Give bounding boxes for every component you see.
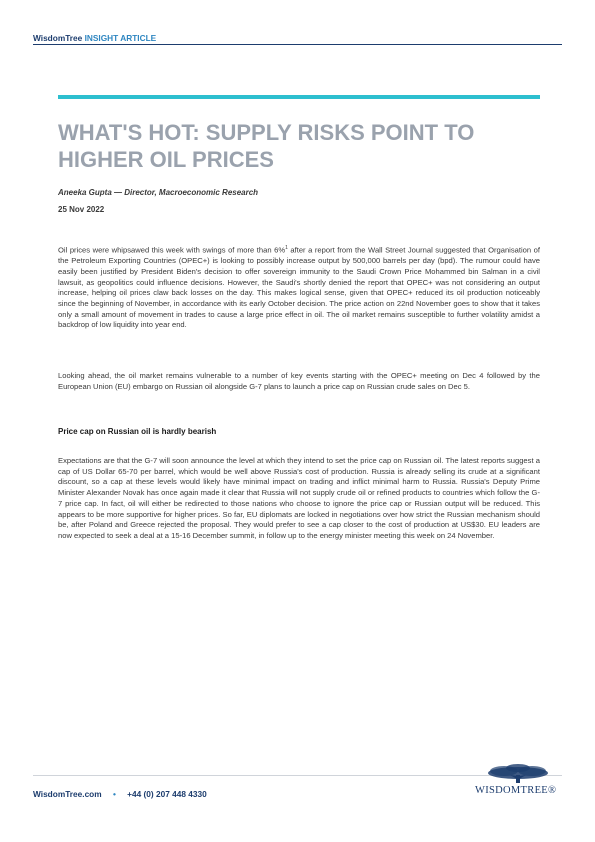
footer-website-link[interactable]: WisdomTree.com bbox=[33, 789, 102, 799]
article-date: 25 Nov 2022 bbox=[58, 205, 105, 214]
footer-phone: +44 (0) 207 448 4330 bbox=[127, 789, 207, 799]
paragraph-price-cap: Expectations are that the G-7 will soon announce the level at which they intend to set the price cap on Russian oil. The latest reports suggest a cap of US Dollar 65-70 per barrel, which would be well above Russia's cost of production. Russia is already selling its crude at a significant discount, so a cap at these levels would likely have minimal impact on trading and inflict minimal harm to Russia. Russia's Deputy Prime Minister Alexander Novak has once again made it clear that Russia will not supply crude oil or refined products to countries which follow the G-7 price cap. In fact, oil will either be redirected to those nations who choose to ignore the price cap or Russian output will be reduced. This appears to be more supportive for higher prices. So far, EU diplomats are locked in negotiations over how strict the Russian mechanism should be, after Poland and Greece rejected the proposal. They would prefer to see a cap closer to the cost of production at US$30. EU leaders are now expected to seek a deal at a 15-16 December summit, in follow up to the energy minister meeting this week on 24 November. bbox=[58, 456, 540, 540]
brand-name: WisdomTree bbox=[33, 33, 83, 43]
paragraph-intro bbox=[58, 243, 540, 331]
footer-separator: • bbox=[112, 789, 116, 799]
section-label: INSIGHT ARTICLE bbox=[84, 33, 157, 43]
paragraph-intro-start: Oil prices were whipsawed this week with swings of more than 6% bbox=[58, 245, 286, 255]
footer-logo-wordmark: WISDOMTREE® bbox=[475, 785, 557, 796]
article-title: WHAT'S HOT: SUPPLY RISKS POINT TO HIGHER OIL PRICES bbox=[58, 120, 475, 172]
footer-contact bbox=[33, 789, 207, 799]
title-accent-bar bbox=[58, 95, 540, 99]
footnote-marker[interactable]: 1 bbox=[285, 245, 288, 251]
header-divider bbox=[33, 44, 562, 45]
paragraph-intro-rest: after a report from the Wall Street Journal suggested that Organisation of the Petroleum Exporting Countries (OPEC+) is looking to possibly increase output by 500,000 barrels per day (bpd). The rumour could have easily been justified by President Biden's decision to offer sovereign immunity to the Saudi Crown Price Mohammed bin Salman in a civil lawsuit, as geopolitics could influence decisions. However, the Saudi's shortly denied the report that OPEC+ was not considering an output increase, helping oil prices claw back losses on the day. This makes logical sense, given that OPEC+ reduced its oil production noticeably since the beginning of November, in accordance with its early October decision. The price action on 22nd November goes to show that it takes only a small amount of movement in trades to cause a large price effect in oil. The oil market remains susceptible to further volatility amidst a backdrop of low liquidity into year end. bbox=[58, 245, 540, 330]
section-subheading: Price cap on Russian oil is hardly bearish bbox=[58, 427, 217, 436]
header-brand-line bbox=[33, 33, 156, 43]
paragraph-outlook: Looking ahead, the oil market remains vulnerable to a number of key events starting with the OPEC+ meeting on Dec 4 followed by the European Union (EU) embargo on Russian oil alongside G-7 plans to launch a price cap on Russian crude sales on Dec 5. bbox=[58, 371, 540, 391]
article-author: Aneeka Gupta — Director, Macroeconomic Research bbox=[58, 188, 259, 197]
